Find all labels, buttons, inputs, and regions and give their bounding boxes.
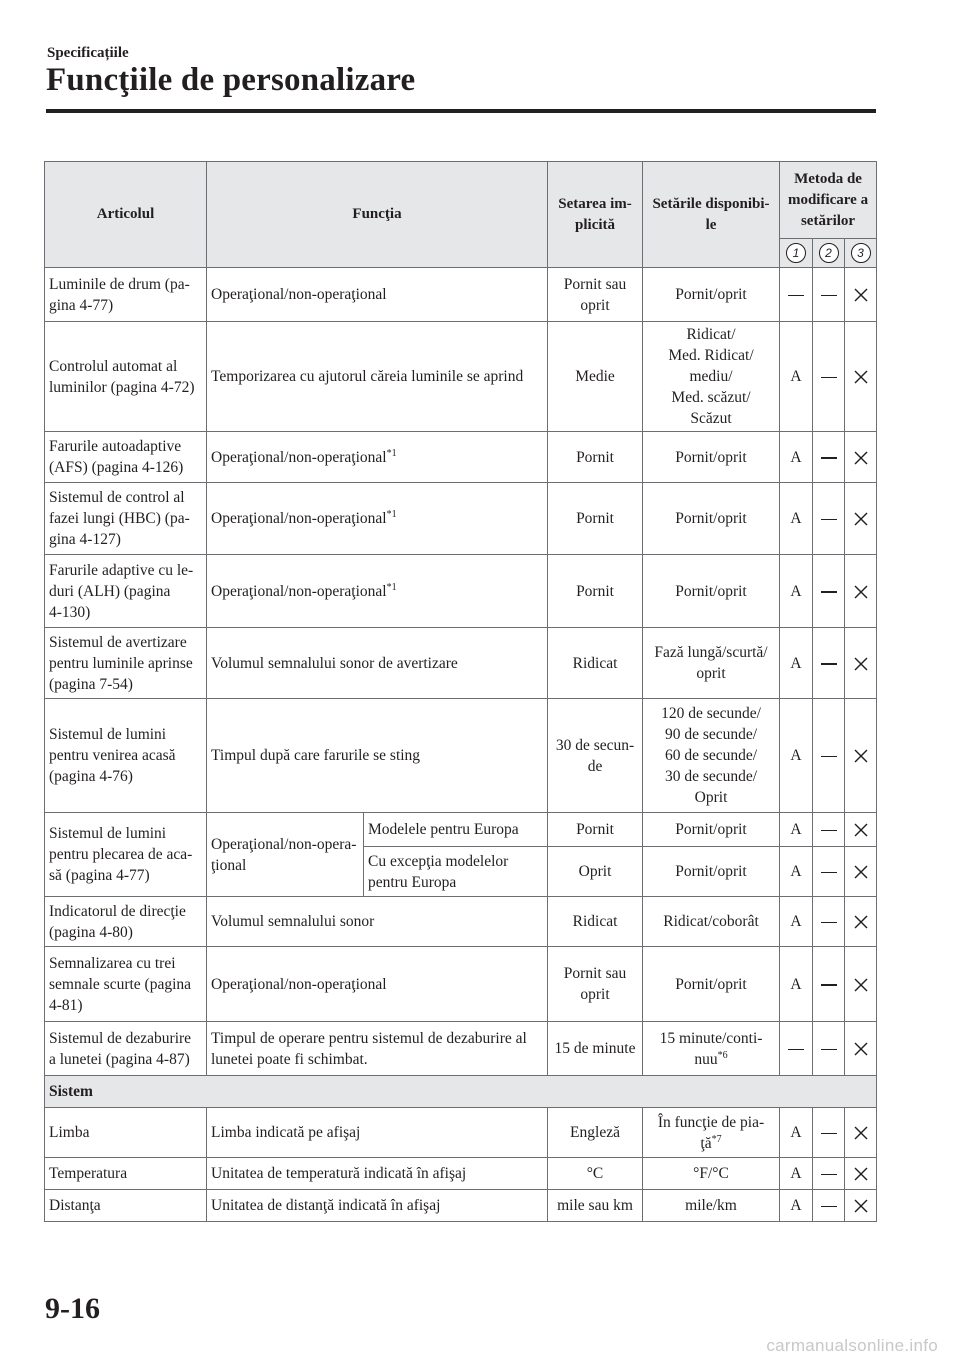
row-function — [207, 432, 548, 483]
table-row — [45, 1158, 877, 1190]
method-mark: A — [790, 582, 802, 600]
row-item-text: Distanţa — [49, 1197, 101, 1214]
method-cell — [845, 483, 877, 555]
dash-mark — [821, 756, 837, 758]
row-item-text: Sistemul de dezaburire a lunetei (pagina 4-87) — [49, 1029, 192, 1068]
row-item — [45, 555, 207, 628]
row-function-text: Operaţional/non-operaţional — [211, 975, 387, 993]
dash-mark — [788, 1049, 804, 1051]
method-cell — [845, 699, 877, 813]
method-cell — [813, 897, 845, 947]
not-available-x-icon — [853, 748, 869, 764]
row-default — [548, 322, 643, 432]
row-available — [643, 555, 780, 628]
row-default-text: Ridicat — [572, 913, 618, 930]
row-default-text: 30 de secun- de — [555, 736, 635, 775]
row-function-text: Temporizarea cu ajutorul căreia luminile se aprind — [211, 368, 524, 385]
row-available-text: Ridicat/coborât — [663, 913, 759, 930]
dash-mark — [788, 295, 804, 297]
row-item — [45, 268, 207, 322]
row-available-text: mile/km — [685, 1197, 737, 1214]
row-function-text: Timpul de operare pentru sistemul de dezaburire al lunetei poate fi schimbat. — [211, 1029, 527, 1068]
row-available — [643, 268, 780, 322]
row-function — [207, 1022, 548, 1076]
method-cell — [813, 432, 845, 483]
method-cell — [780, 1190, 813, 1222]
row-variant-text: Cu excepţia modelelor pentru Europa — [368, 852, 509, 891]
method-cell — [780, 699, 813, 813]
footnote-ref: *1 — [386, 581, 397, 593]
row-default — [548, 1022, 643, 1076]
row-default — [548, 1190, 643, 1222]
method-cell — [813, 268, 845, 322]
method-mark: A — [790, 863, 802, 880]
dash-mark — [821, 830, 837, 832]
table-row — [45, 1022, 877, 1076]
row-item — [45, 1190, 207, 1222]
method-cell — [780, 1158, 813, 1190]
dash-mark — [821, 663, 837, 665]
row-function-text: Timpul după care farurile se sting — [211, 747, 421, 764]
method-cell — [845, 555, 877, 628]
page-number: 9-16 — [45, 1292, 100, 1325]
method-cell — [845, 813, 877, 847]
table-row — [45, 813, 877, 847]
row-default — [548, 897, 643, 947]
not-available-x-icon — [853, 287, 869, 303]
row-item-text: Luminile de drum (pa- gina 4-77) — [49, 275, 190, 314]
section-system-label: Sistem — [45, 1076, 877, 1108]
row-item-text: Indicatorul de direcţie (pagina 4-80) — [49, 902, 186, 941]
row-default — [548, 555, 643, 628]
not-available-x-icon — [853, 511, 869, 527]
header-available: Setările disponibi- le — [643, 162, 780, 268]
not-available-x-icon — [853, 369, 869, 385]
method-3-number: 3 — [851, 243, 871, 263]
method-cell — [780, 555, 813, 628]
row-available-text: Fază lungă/scurtă/ oprit — [654, 644, 768, 682]
method-mark: A — [790, 510, 802, 527]
row-item — [45, 483, 207, 555]
row-available — [643, 1190, 780, 1222]
row-available — [643, 699, 780, 813]
not-available-x-icon — [853, 914, 869, 930]
method-cell — [845, 1022, 877, 1076]
row-available-text: 120 de secunde/ 90 de secunde/ 60 de secunde/ 30 de secunde/ Oprit — [661, 705, 761, 806]
header-item: Articolul — [45, 162, 207, 268]
row-available-text: Pornit/oprit — [675, 510, 747, 527]
row-function — [207, 483, 548, 555]
row-available — [643, 897, 780, 947]
method-cell — [845, 947, 877, 1022]
row-available — [643, 483, 780, 555]
footnote-ref: *6 — [717, 1049, 728, 1061]
not-available-x-icon — [853, 864, 869, 880]
row-item-text: Sistemul de lumini pentru plecarea de aca- să (pagina 4-77) — [49, 825, 193, 884]
not-available-x-icon — [853, 584, 869, 600]
method-cell — [813, 699, 845, 813]
row-item — [45, 628, 207, 699]
not-available-x-icon — [853, 977, 869, 993]
row-default-text: °C — [586, 1165, 604, 1182]
not-available-x-icon — [853, 1125, 869, 1141]
row-item-text: Sistemul de control al fazei lungi (HBC) (pa- gina 4-127) — [49, 489, 190, 548]
not-available-x-icon — [853, 1198, 869, 1214]
row-available — [643, 1158, 780, 1190]
method-col-1 — [780, 239, 813, 268]
row-available-text: Pornit/oprit — [675, 286, 747, 303]
row-item — [45, 1022, 207, 1076]
row-function-text: Operaţional/non-opera- ţional — [211, 835, 357, 874]
row-item — [45, 432, 207, 483]
watermark: carmanualsonline.info — [766, 1336, 938, 1355]
table-row — [45, 322, 877, 432]
row-function-text: Volumul semnalului sonor de avertizare — [211, 654, 458, 672]
table-row — [45, 699, 877, 813]
method-col-2 — [813, 239, 845, 268]
row-available-text: 15 minute/conti- nuu — [659, 1029, 763, 1068]
dash-mark — [821, 1206, 837, 1208]
row-default-text: Pornit — [576, 821, 614, 838]
row-default — [548, 1158, 643, 1190]
footnote-ref: *7 — [711, 1133, 722, 1145]
method-mark: A — [790, 913, 802, 930]
method-cell — [845, 1190, 877, 1222]
footnote-ref: *1 — [386, 508, 397, 520]
method-cell — [845, 847, 877, 897]
method-cell — [845, 268, 877, 322]
row-item-text: Farurile adaptive cu le- duri (ALH) (pagina 4-130) — [49, 561, 194, 621]
row-available — [643, 432, 780, 483]
row-item-text: Sistemul de avertizare pentru luminile aprinse (pagina 7-54) — [49, 633, 193, 693]
row-function — [207, 268, 548, 322]
method-cell — [780, 432, 813, 483]
row-function — [207, 947, 548, 1022]
row-function — [207, 813, 364, 897]
header-default: Setarea im- plicită — [548, 162, 643, 268]
row-default — [548, 813, 643, 847]
not-available-x-icon — [853, 822, 869, 838]
row-item — [45, 1108, 207, 1158]
method-mark: A — [790, 1124, 802, 1141]
row-function — [207, 555, 548, 628]
dash-mark — [821, 1133, 837, 1135]
table-row — [45, 268, 877, 322]
method-mark: A — [790, 1197, 802, 1214]
row-function-text: Volumul semnalului sonor — [211, 913, 375, 930]
row-default-text: Medie — [575, 368, 615, 385]
dash-mark — [821, 922, 837, 924]
method-cell — [813, 628, 845, 699]
row-available-text: Pornit/oprit — [675, 975, 747, 993]
row-function — [207, 1108, 548, 1158]
method-cell — [813, 1190, 845, 1222]
row-available-text: Pornit/oprit — [675, 582, 747, 600]
row-default — [548, 947, 643, 1022]
method-cell — [780, 483, 813, 555]
row-variant — [364, 847, 548, 897]
method-cell — [845, 432, 877, 483]
method-1-number: 1 — [786, 243, 806, 263]
row-variant — [364, 813, 548, 847]
row-default — [548, 847, 643, 897]
table-row — [45, 1108, 877, 1158]
method-cell — [780, 322, 813, 432]
row-default-text: Pornit — [576, 510, 614, 527]
method-cell — [780, 268, 813, 322]
row-available — [643, 1022, 780, 1076]
row-item-text: Semnalizarea cu trei semnale scurte (pagina 4-81) — [49, 954, 192, 1014]
method-cell — [813, 322, 845, 432]
row-item — [45, 897, 207, 947]
row-available — [643, 1108, 780, 1158]
dash-mark — [821, 1174, 837, 1176]
dash-mark — [821, 984, 837, 986]
dash-mark — [821, 377, 837, 379]
section-row-system — [45, 1076, 877, 1108]
row-default-text: Oprit — [578, 863, 612, 880]
row-available-text: Pornit/oprit — [675, 448, 747, 466]
method-cell — [780, 1022, 813, 1076]
table-row — [45, 897, 877, 947]
row-default — [548, 268, 643, 322]
header-function: Funcţia — [207, 162, 548, 268]
method-cell — [813, 555, 845, 628]
row-item-text: Farurile autoadaptive (AFS) (pagina 4-126) — [49, 438, 184, 476]
row-function-text: Operaţional/non-operaţional — [211, 510, 387, 527]
row-function-text: Operaţional/non-operaţional — [211, 448, 387, 466]
method-cell — [813, 1022, 845, 1076]
method-col-3 — [845, 239, 877, 268]
row-item — [45, 947, 207, 1022]
row-default-text: Pornit — [576, 448, 614, 466]
row-default — [548, 483, 643, 555]
row-available — [643, 628, 780, 699]
method-mark: A — [790, 747, 802, 764]
row-function — [207, 699, 548, 813]
row-item — [45, 813, 207, 897]
method-mark: A — [790, 654, 802, 672]
table-row — [45, 555, 877, 628]
method-cell — [780, 628, 813, 699]
row-default-text: Pornit sau oprit — [563, 965, 627, 1003]
row-function — [207, 628, 548, 699]
not-available-x-icon — [853, 1041, 869, 1057]
row-function — [207, 897, 548, 947]
method-cell — [845, 1158, 877, 1190]
method-cell — [780, 897, 813, 947]
not-available-x-icon — [853, 1166, 869, 1182]
method-mark: A — [790, 368, 802, 385]
row-available — [643, 947, 780, 1022]
page-title: Funcţiile de personalizare — [46, 62, 416, 98]
row-item-text: Controlul automat al luminilor (pagina 4-72) — [49, 357, 195, 396]
row-function-text: Operaţional/non-operaţional — [211, 582, 387, 600]
row-default — [548, 628, 643, 699]
table-row — [45, 483, 877, 555]
method-cell — [845, 1108, 877, 1158]
method-mark: A — [790, 448, 802, 466]
method-cell — [845, 628, 877, 699]
method-cell — [813, 947, 845, 1022]
table-row — [45, 628, 877, 699]
row-default — [548, 1108, 643, 1158]
header-method: Metoda de modificare a setărilor — [780, 162, 877, 239]
table-row — [45, 432, 877, 483]
row-item — [45, 699, 207, 813]
dash-mark — [821, 591, 837, 593]
row-item — [45, 322, 207, 432]
dash-mark — [821, 519, 837, 521]
row-function-text: Operaţional/non-operaţional — [211, 286, 387, 303]
row-available — [643, 813, 780, 847]
row-function-text: Unitatea de distanţă indicată în afişaj — [211, 1197, 441, 1214]
row-default-text: Pornit — [576, 582, 614, 600]
row-item-text: Limba — [49, 1124, 90, 1141]
method-2-number: 2 — [819, 243, 839, 263]
row-default-text: mile sau km — [557, 1197, 633, 1214]
row-available — [643, 322, 780, 432]
method-cell — [780, 847, 813, 897]
footnote-ref: *1 — [386, 447, 397, 459]
row-function-text: Limba indicată pe afişaj — [211, 1124, 361, 1141]
row-available-text: Pornit/oprit — [675, 863, 747, 880]
method-cell — [780, 813, 813, 847]
row-available-text: Ridicat/ Med. Ridicat/ mediu/ Med. scăzut/ Scăzut — [668, 326, 754, 427]
row-default-text: Pornit sau oprit — [563, 275, 627, 314]
table-row — [45, 1190, 877, 1222]
row-function — [207, 1190, 548, 1222]
dash-mark — [821, 872, 837, 874]
row-function — [207, 322, 548, 432]
method-cell — [813, 1108, 845, 1158]
method-cell — [780, 1108, 813, 1158]
not-available-x-icon — [853, 656, 869, 672]
row-variant-text: Modelele pentru Europa — [368, 821, 519, 838]
row-function-text: Unitatea de temperatură indicată în afişaj — [211, 1165, 467, 1182]
method-mark: A — [790, 975, 802, 993]
row-default-text: 15 de minute — [554, 1040, 636, 1057]
method-cell — [845, 897, 877, 947]
section-label: Specificațiile — [47, 45, 129, 61]
row-available — [643, 847, 780, 897]
row-default — [548, 699, 643, 813]
title-rule — [46, 109, 876, 113]
method-cell — [845, 322, 877, 432]
dash-mark — [821, 457, 837, 459]
not-available-x-icon — [853, 450, 869, 466]
row-default-text: Ridicat — [572, 654, 618, 672]
row-default — [548, 432, 643, 483]
dash-mark — [821, 1049, 837, 1051]
table-row — [45, 947, 877, 1022]
method-cell — [813, 847, 845, 897]
method-cell — [780, 947, 813, 1022]
method-mark: A — [790, 821, 802, 838]
row-item — [45, 1158, 207, 1190]
row-item-text: Temperatura — [49, 1165, 128, 1182]
method-cell — [813, 1158, 845, 1190]
row-item-text: Sistemul de lumini pentru venirea acasă (pagina 4-76) — [49, 726, 176, 785]
method-cell — [813, 813, 845, 847]
customization-table — [44, 161, 877, 1222]
method-cell — [813, 483, 845, 555]
row-function — [207, 1158, 548, 1190]
method-mark: A — [790, 1165, 802, 1182]
row-available-text: °F/°C — [693, 1165, 729, 1182]
row-available-text: În funcţie de pia- ţă — [657, 1113, 765, 1152]
row-default-text: Engleză — [570, 1124, 620, 1141]
row-available-text: Pornit/oprit — [675, 821, 747, 838]
dash-mark — [821, 295, 837, 297]
